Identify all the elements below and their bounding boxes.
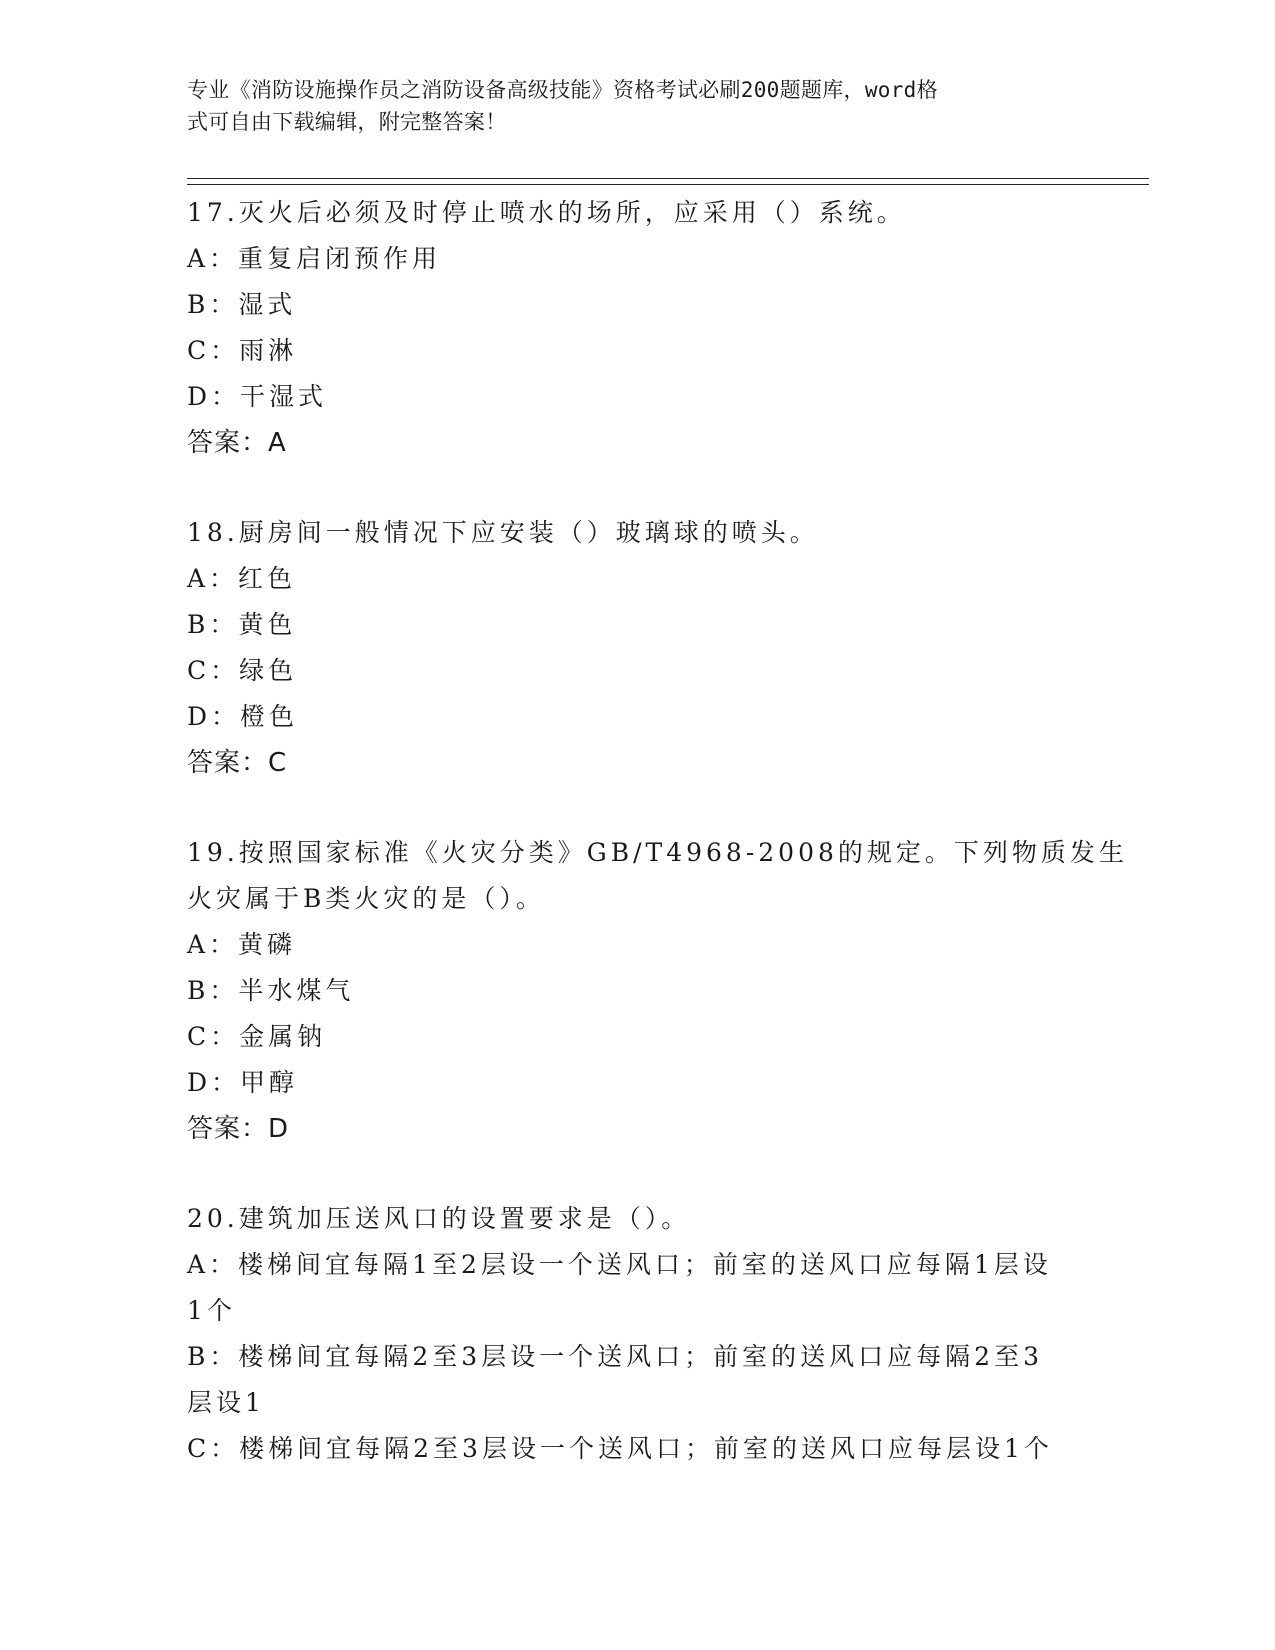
answer-option: C：雨淋 [187, 336, 298, 365]
question-spacer [187, 1152, 1087, 1196]
question-stem: 火灾属于B类火灾的是（）。 [187, 884, 545, 913]
question-spacer [187, 786, 1087, 830]
answer-option: B：湿式 [187, 290, 297, 319]
question-block [187, 830, 1128, 1152]
answer-option: C：绿色 [187, 656, 298, 685]
question-block [187, 510, 1087, 786]
answer-key: 答案：D [187, 1114, 290, 1144]
answer-option: 1个 [187, 1296, 236, 1325]
answer-option: C：金属钠 [187, 1022, 327, 1051]
answer-option: D：甲醇 [187, 1068, 299, 1097]
answer-option: A：红色 [187, 564, 297, 593]
answer-option: B：半水煤气 [187, 976, 355, 1005]
question-list [187, 190, 1128, 1472]
answer-option: C：楼梯间宜每隔2至3层设一个送风口；前室的送风口应每层设1个 [187, 1434, 1053, 1463]
question-spacer [187, 466, 1087, 510]
question-stem: 19.按照国家标准《火灾分类》GB/T4968-2008的规定。下列物质发生 [187, 838, 1128, 867]
question-block [187, 190, 1087, 466]
answer-option: A：楼梯间宜每隔1至2层设一个送风口；前室的送风口应每隔1层设 [187, 1250, 1052, 1279]
document-header [187, 74, 1067, 138]
question-block [187, 1196, 1087, 1472]
question-stem: 18.厨房间一般情况下应安装（）玻璃球的喷头。 [187, 518, 819, 547]
question-stem: 20.建筑加压送风口的设置要求是（）。 [187, 1204, 691, 1233]
answer-option: A：重复启闭预作用 [187, 244, 442, 273]
header-divider [187, 184, 1149, 185]
question-stem: 17.灭火后必须及时停止喷水的场所，应采用（）系统。 [187, 198, 906, 227]
answer-key: 答案：A [187, 428, 287, 458]
answer-option: D：橙色 [187, 702, 299, 731]
answer-option: A：黄磷 [187, 930, 297, 959]
answer-option: B：楼梯间宜每隔2至3层设一个送风口；前室的送风口应每隔2至3 [187, 1342, 1043, 1371]
answer-key: 答案：C [187, 748, 288, 778]
header-line: 专业《消防设施操作员之消防设备高级技能》资格考试必刷200题题库，word格 [187, 78, 938, 102]
answer-option: 层设1 [187, 1388, 265, 1417]
answer-option: D：干湿式 [187, 382, 328, 411]
answer-option: B：黄色 [187, 610, 297, 639]
header-line: 式可自由下载编辑，附完整答案！ [187, 110, 507, 134]
header-divider [187, 178, 1149, 179]
